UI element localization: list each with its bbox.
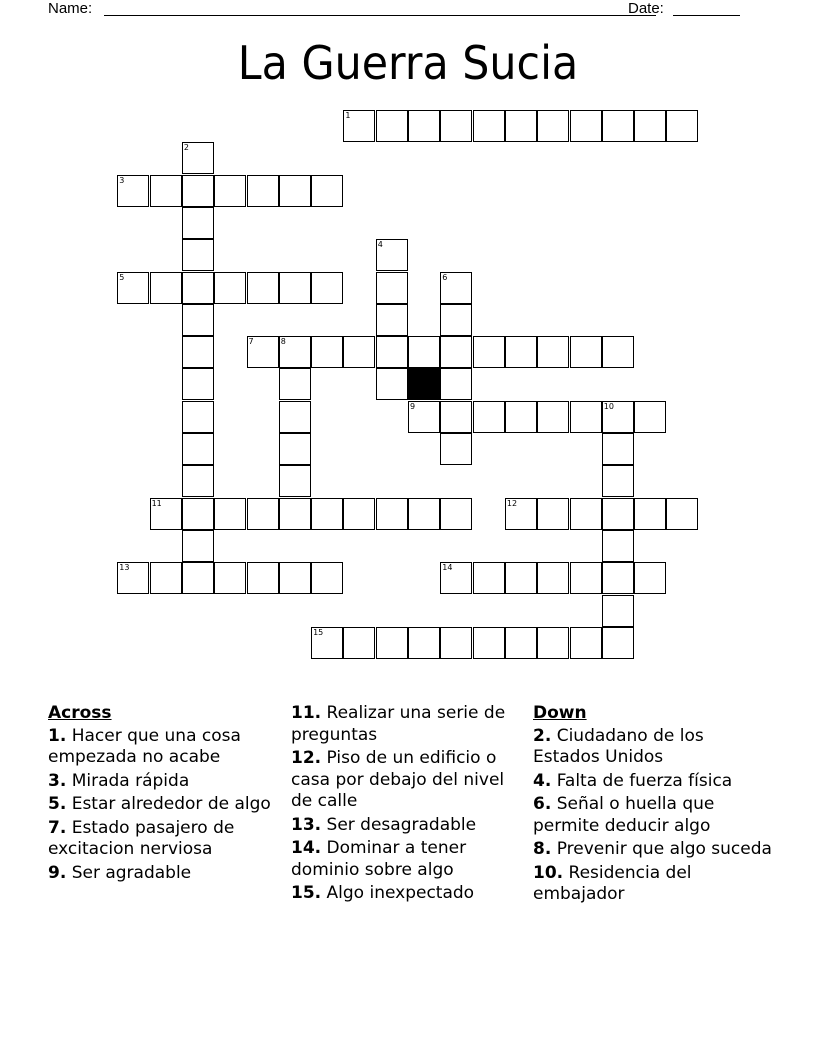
clue-number-label: 6 (442, 272, 448, 282)
grid-cell[interactable] (473, 336, 505, 368)
clue-number-label: 2 (183, 143, 189, 153)
grid-cell[interactable] (408, 110, 440, 142)
grid-cell[interactable] (182, 368, 214, 400)
grid-cell[interactable] (311, 272, 343, 304)
grid-cell[interactable] (602, 433, 634, 465)
grid-cell[interactable] (214, 562, 246, 594)
grid-cell[interactable] (537, 401, 569, 433)
clue-number: 9. (48, 862, 67, 883)
grid-cell[interactable] (602, 110, 634, 142)
grid-cell[interactable] (408, 401, 440, 433)
grid-cell[interactable] (311, 336, 343, 368)
grid-cell[interactable] (150, 498, 182, 530)
clue-down-6 (533, 794, 773, 837)
clue-number-label: 1 (345, 111, 351, 120)
grid-cell[interactable] (505, 110, 537, 142)
grid-cell[interactable] (376, 368, 408, 400)
clue-text: Realizar una serie de preguntas (291, 703, 506, 745)
clue-across-11 (291, 703, 519, 746)
black-cell (408, 368, 440, 400)
clue-text: Algo inexpectado (326, 883, 475, 903)
grid-cell[interactable] (634, 110, 666, 142)
clue-across-3 (48, 771, 276, 793)
clue-number-label: 13 (119, 563, 130, 573)
grid-cell[interactable] (666, 498, 698, 530)
grid-cell[interactable] (343, 498, 375, 530)
clue-across-9 (48, 863, 276, 885)
grid-cell[interactable] (440, 433, 472, 465)
grid-cell[interactable] (214, 272, 246, 304)
grid-cell[interactable] (602, 530, 634, 562)
clue-across-14 (291, 838, 519, 881)
grid-cell[interactable] (376, 336, 408, 368)
grid-cell[interactable] (279, 562, 311, 594)
clue-number: 3. (48, 770, 67, 791)
clues-column-3 (533, 703, 773, 908)
clue-number: 4. (533, 770, 552, 791)
clue-number-label: 9 (410, 401, 416, 411)
clue-text: Ciudadano de los Estados Unidos (533, 725, 704, 767)
clue-number-label: 12 (506, 498, 518, 508)
clue-text: Falta de fuerza física (556, 770, 733, 791)
clue-number: 10. (533, 862, 564, 883)
clue-number-label: 4 (377, 240, 383, 250)
clue-text: Piso de un edificio o casa por debajo del nivel de calle (291, 748, 505, 811)
grid-cell[interactable] (182, 530, 214, 562)
grid-cell[interactable] (602, 562, 634, 594)
grid-cell[interactable] (279, 433, 311, 465)
grid-cell[interactable] (247, 175, 279, 207)
grid-cell[interactable] (537, 336, 569, 368)
grid-cell[interactable] (440, 498, 472, 530)
clue-number-label: 8 (280, 337, 286, 347)
clue-text: Prevenir que algo suceda (556, 839, 772, 859)
grid-cell[interactable] (376, 272, 408, 304)
grid-cell[interactable] (602, 465, 634, 497)
grid-cell[interactable] (247, 272, 279, 304)
clue-number: 11. (291, 703, 322, 723)
grid-cell[interactable] (602, 498, 634, 530)
grid-cell[interactable] (537, 562, 569, 594)
grid-cell[interactable] (602, 336, 634, 368)
clues-column-2 (291, 703, 519, 907)
grid-cell[interactable] (505, 401, 537, 433)
grid-cell[interactable] (570, 336, 602, 368)
grid-cell[interactable] (182, 239, 214, 271)
clue-text: Hacer que una cosa empezada no acabe (48, 725, 241, 767)
grid-cell[interactable] (182, 401, 214, 433)
grid-cell[interactable] (440, 272, 472, 304)
clue-number: 8. (533, 839, 552, 859)
clue-number: 5. (48, 794, 67, 814)
clue-text: Residencia del embajador (533, 862, 692, 904)
grid-cell[interactable] (182, 465, 214, 497)
clue-down-2 (533, 726, 773, 769)
grid-cell[interactable] (214, 498, 246, 530)
grid-cell[interactable] (473, 562, 505, 594)
grid-cell[interactable] (537, 498, 569, 530)
grid-cell[interactable] (473, 110, 505, 142)
grid-cell[interactable] (182, 272, 214, 304)
grid-cell[interactable] (279, 175, 311, 207)
grid-cell[interactable] (440, 627, 472, 659)
grid-cell[interactable] (311, 175, 343, 207)
grid-cell[interactable] (311, 562, 343, 594)
clue-across-5 (48, 794, 276, 816)
clue-text: Estado pasajero de excitacion nerviosa (48, 817, 235, 859)
grid-cell[interactable] (634, 562, 666, 594)
grid-cell[interactable] (279, 465, 311, 497)
clue-number: 7. (48, 817, 67, 838)
grid-cell[interactable] (440, 110, 472, 142)
grid-cell[interactable] (279, 498, 311, 530)
grid-cell[interactable] (247, 562, 279, 594)
clue-number: 2. (533, 725, 552, 746)
grid-cell[interactable] (182, 207, 214, 239)
down-heading: Down (533, 703, 587, 723)
clue-down-10 (533, 863, 773, 906)
clue-text: Ser desagradable (326, 814, 477, 835)
grid-cell[interactable] (182, 433, 214, 465)
clue-number-label: 3 (119, 175, 125, 185)
grid-cell[interactable] (117, 562, 149, 594)
grid-cell[interactable] (311, 627, 343, 659)
clue-across-13 (291, 815, 519, 837)
clue-number: 15. (291, 883, 322, 903)
grid-cell[interactable] (537, 627, 569, 659)
grid-cell[interactable] (182, 562, 214, 594)
across-heading: Across (48, 703, 112, 723)
grid-cell[interactable] (440, 401, 472, 433)
grid-cell[interactable] (376, 239, 408, 271)
name-label: Name: (48, 0, 93, 17)
grid-cell[interactable] (440, 336, 472, 368)
clue-number: 6. (533, 794, 552, 814)
grid-cell[interactable] (666, 110, 698, 142)
clues-column-1 (48, 703, 276, 886)
grid-cell[interactable] (214, 175, 246, 207)
grid-cell[interactable] (634, 498, 666, 530)
clue-text: Estar alrededor de algo (71, 794, 271, 814)
grid-cell[interactable] (408, 627, 440, 659)
grid-cell[interactable] (343, 110, 375, 142)
grid-cell[interactable] (247, 498, 279, 530)
grid-cell[interactable] (505, 498, 537, 530)
grid-cell[interactable] (150, 272, 182, 304)
grid-cell[interactable] (505, 336, 537, 368)
clue-across-12 (291, 748, 519, 813)
grid-cell[interactable] (570, 627, 602, 659)
grid-cell[interactable] (505, 627, 537, 659)
grid-cell[interactable] (570, 401, 602, 433)
grid-cell[interactable] (376, 304, 408, 336)
clue-across-15 (291, 883, 519, 905)
grid-cell[interactable] (117, 175, 149, 207)
clue-text: Dominar a tener dominio sobre algo (291, 838, 467, 880)
grid-cell[interactable] (182, 175, 214, 207)
grid-cell[interactable] (279, 336, 311, 368)
grid-cell[interactable] (343, 336, 375, 368)
clue-number-label: 5 (119, 272, 125, 282)
clue-number: 13. (291, 814, 322, 835)
grid-cell[interactable] (634, 401, 666, 433)
clue-number-label: 7 (248, 337, 254, 347)
clue-down-4 (533, 771, 773, 793)
grid-cell[interactable] (150, 562, 182, 594)
clue-text: Ser agradable (71, 862, 192, 883)
grid-cell[interactable] (182, 304, 214, 336)
clue-number-label: 14 (442, 563, 453, 573)
grid-cell[interactable] (602, 627, 634, 659)
clue-text: Señal o huella que permite deducir algo (533, 794, 715, 836)
clue-number: 14. (291, 838, 322, 858)
grid-cell[interactable] (570, 110, 602, 142)
grid-cell[interactable] (602, 401, 634, 433)
grid-cell[interactable] (570, 498, 602, 530)
grid-cell[interactable] (247, 336, 279, 368)
date-label: Date: (628, 0, 664, 17)
page-title: La Guerra Sucia (237, 36, 579, 90)
grid-cell[interactable] (376, 627, 408, 659)
clue-number: 1. (48, 725, 67, 746)
grid-cell[interactable] (182, 498, 214, 530)
clue-across-1 (48, 726, 276, 769)
grid-cell[interactable] (311, 498, 343, 530)
grid-cell[interactable] (440, 304, 472, 336)
grid-cell[interactable] (473, 627, 505, 659)
grid-cell[interactable] (182, 336, 214, 368)
grid-cell[interactable] (376, 110, 408, 142)
grid-cell[interactable] (343, 627, 375, 659)
grid-cell[interactable] (408, 336, 440, 368)
grid-cell[interactable] (440, 368, 472, 400)
grid-cell[interactable] (473, 401, 505, 433)
grid-cell[interactable] (602, 595, 634, 627)
grid-cell[interactable] (182, 142, 214, 174)
grid-cell[interactable] (570, 562, 602, 594)
clue-number-label: 15 (313, 627, 324, 637)
grid-cell[interactable] (376, 498, 408, 530)
grid-cell[interactable] (117, 272, 149, 304)
grid-cell[interactable] (505, 562, 537, 594)
clue-text: Mirada rápida (71, 770, 190, 791)
grid-cell[interactable] (537, 110, 569, 142)
grid-cell[interactable] (279, 401, 311, 433)
clue-number-label: 10 (603, 401, 614, 411)
grid-cell[interactable] (279, 272, 311, 304)
grid-cell[interactable] (150, 175, 182, 207)
clue-down-8 (533, 839, 773, 861)
clue-number-label: 11 (151, 498, 162, 508)
grid-cell[interactable] (408, 498, 440, 530)
grid-cell[interactable] (440, 562, 472, 594)
clue-across-7 (48, 818, 276, 861)
clue-number: 12. (291, 748, 322, 768)
grid-cell[interactable] (279, 368, 311, 400)
